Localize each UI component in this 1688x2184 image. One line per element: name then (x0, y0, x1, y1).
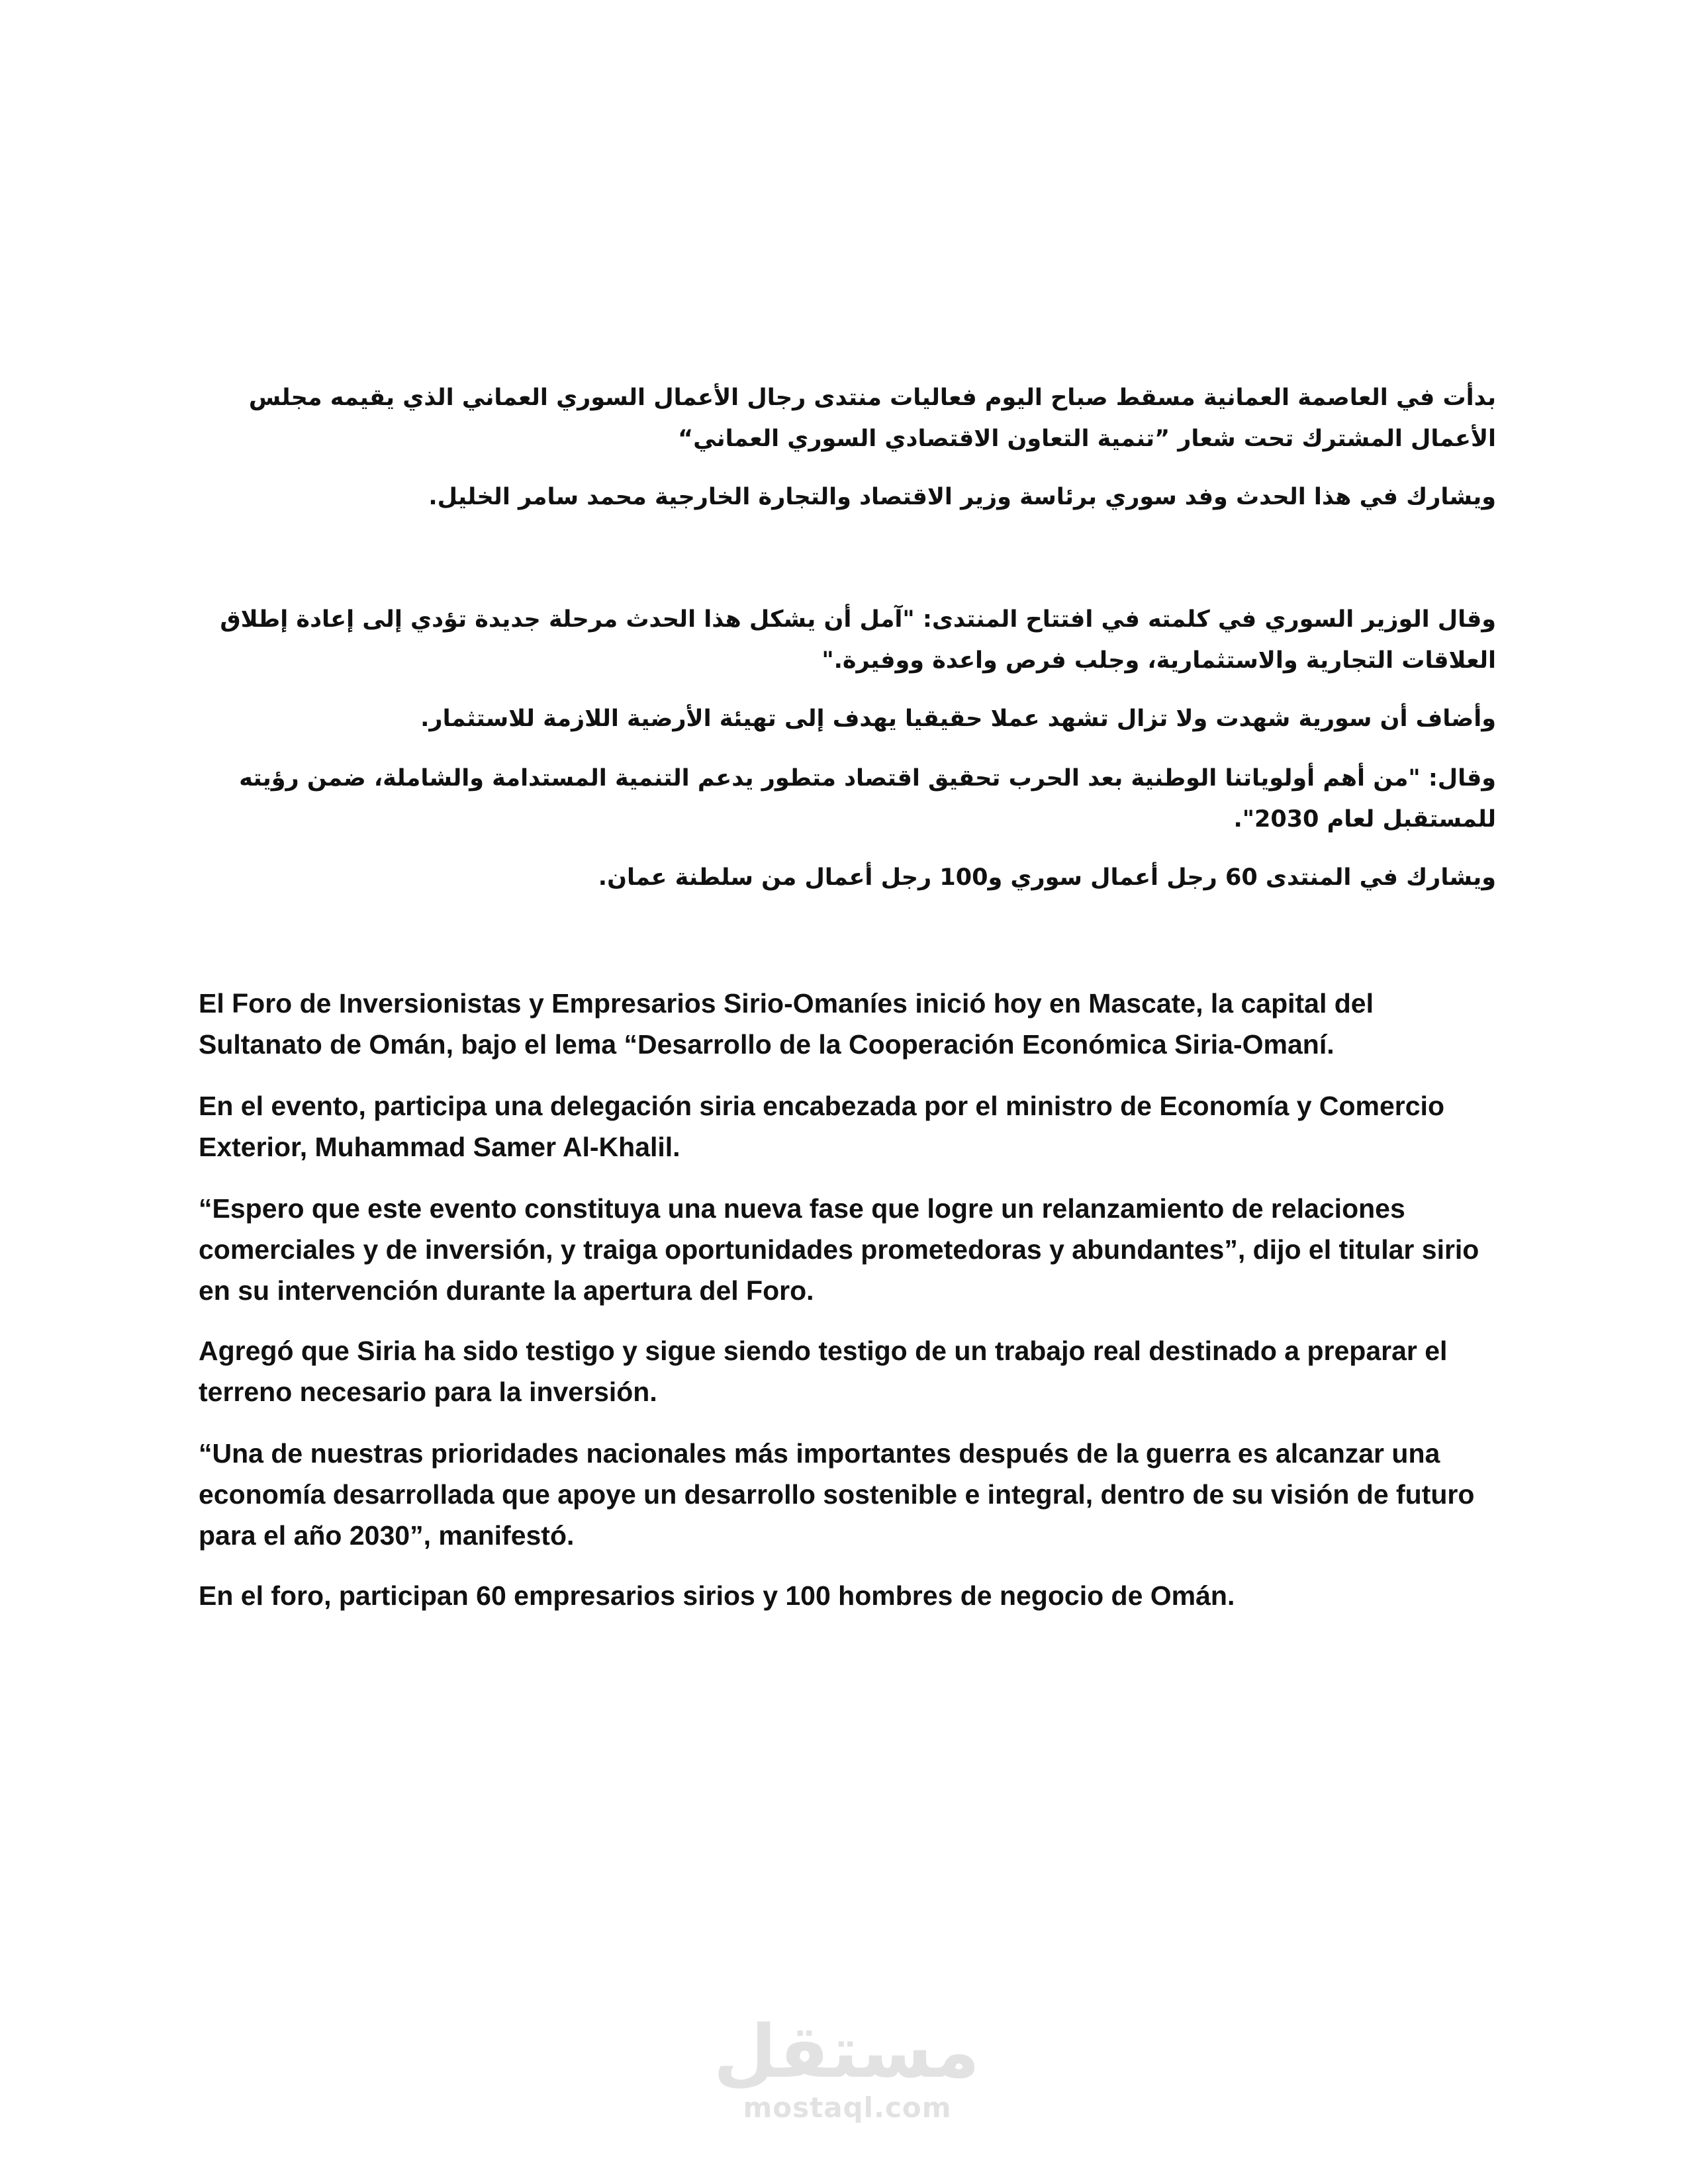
spanish-paragraph-5 (199, 1433, 1496, 1556)
spanish-paragraph-4-text: Agregó que Siria ha sido testigo y sigue siendo testigo de un trabajo real destinado a preparar el terreno necesario para la inversión. (199, 1336, 1448, 1407)
arabic-paragraph-4-text: وأضاف أن سورية شهدت ولا تزال تشهد عملا حقيقيا يهدف إلى تهيئة الأرضية اللازمة للاستثمار. (420, 705, 1496, 732)
spanish-paragraph-3-text: “Espero que este evento constituya una nueva fase que logre un relanzamiento de relaciones comerciales y de inversión, y traiga oportunidades prometedoras y abundantes”, dijo el titular sirio en su intervención durante la apertura del Foro. (199, 1193, 1479, 1306)
arabic-paragraph-4 (199, 698, 1496, 739)
spanish-paragraph-1-text: El Foro de Inversionistas y Empresarios Sirio-Omaníes inició hoy en Mascate, la capital del Sultanato de Omán, bajo el lema “Desarrollo de la Cooperación Económica Siria-Omaní. (199, 988, 1374, 1060)
arabic-paragraph-1-text: بدأت في العاصمة العمانية مسقط صباح اليوم فعاليات منتدى رجال الأعمال السوري العماني الذي يقيمه مجلس الأعمال المشترك تحت شعار ”تنمية التعاون الاقتصادي السوري العماني“ (248, 385, 1496, 452)
arabic-paragraph-5 (199, 758, 1496, 840)
arabic-paragraph-1 (199, 377, 1496, 459)
spanish-paragraph-3 (199, 1188, 1496, 1311)
arabic-paragraph-6 (199, 857, 1496, 898)
mostaql-watermark (713, 2009, 980, 2124)
arabic-paragraph-3-text: وقال الوزير السوري في كلمته في افتتاح المنتدى: "آمل أن يشكل هذا الحدث مرحلة جديدة تؤدي إلى إعادة إطلاق العلاقات التجارية والاستثمارية، وجلب فرص واعدة ووفيرة." (220, 606, 1496, 674)
arabic-paragraph-2 (199, 477, 1496, 518)
spanish-paragraph-2-text: En el evento, participa una delegación siria encabezada por el ministro de Economía y Comercio Exterior, Muhammad Samer Al-Khalil. (199, 1091, 1444, 1162)
spanish-paragraph-4 (199, 1330, 1496, 1412)
spanish-paragraph-2 (199, 1085, 1496, 1167)
spanish-paragraph-6 (199, 1575, 1496, 1616)
spanish-paragraph-1 (199, 983, 1496, 1065)
spanish-paragraph-6-text: En el foro, participan 60 empresarios sirios y 100 hombres de negocio de Omán. (199, 1580, 1235, 1611)
arabic-paragraph-3 (199, 599, 1496, 681)
arabic-paragraph-5-text: وقال: "من أهم أولوياتنا الوطنية بعد الحرب تحقيق اقتصاد متطور يدعم التنمية المستدامة والشاملة، ضمن رؤيته للمستقبل لعام 2030". (239, 765, 1496, 833)
arabic-paragraph-6-text: ويشارك في المنتدى 60 رجل أعمال سوري و100 رجل أعمال من سلطنة عمان. (598, 864, 1496, 891)
arabic-paragraph-2-text: ويشارك في هذا الحدث وفد سوري برئاسة وزير الاقتصاد والتجارة الخارجية محمد سامر الخليل. (428, 484, 1496, 510)
spanish-paragraph-5-text: “Una de nuestras prioridades nacionales más importantes después de la guerra es alcanzar una economía desarrollada que apoye un desarrollo sostenible e integral, dentro de su visión de futuro para el año 2030”, manifestó. (199, 1438, 1475, 1551)
watermark-latin-text: mostaql.com (743, 2091, 952, 2124)
watermark-arabic-logo: مستقل (713, 2009, 980, 2094)
